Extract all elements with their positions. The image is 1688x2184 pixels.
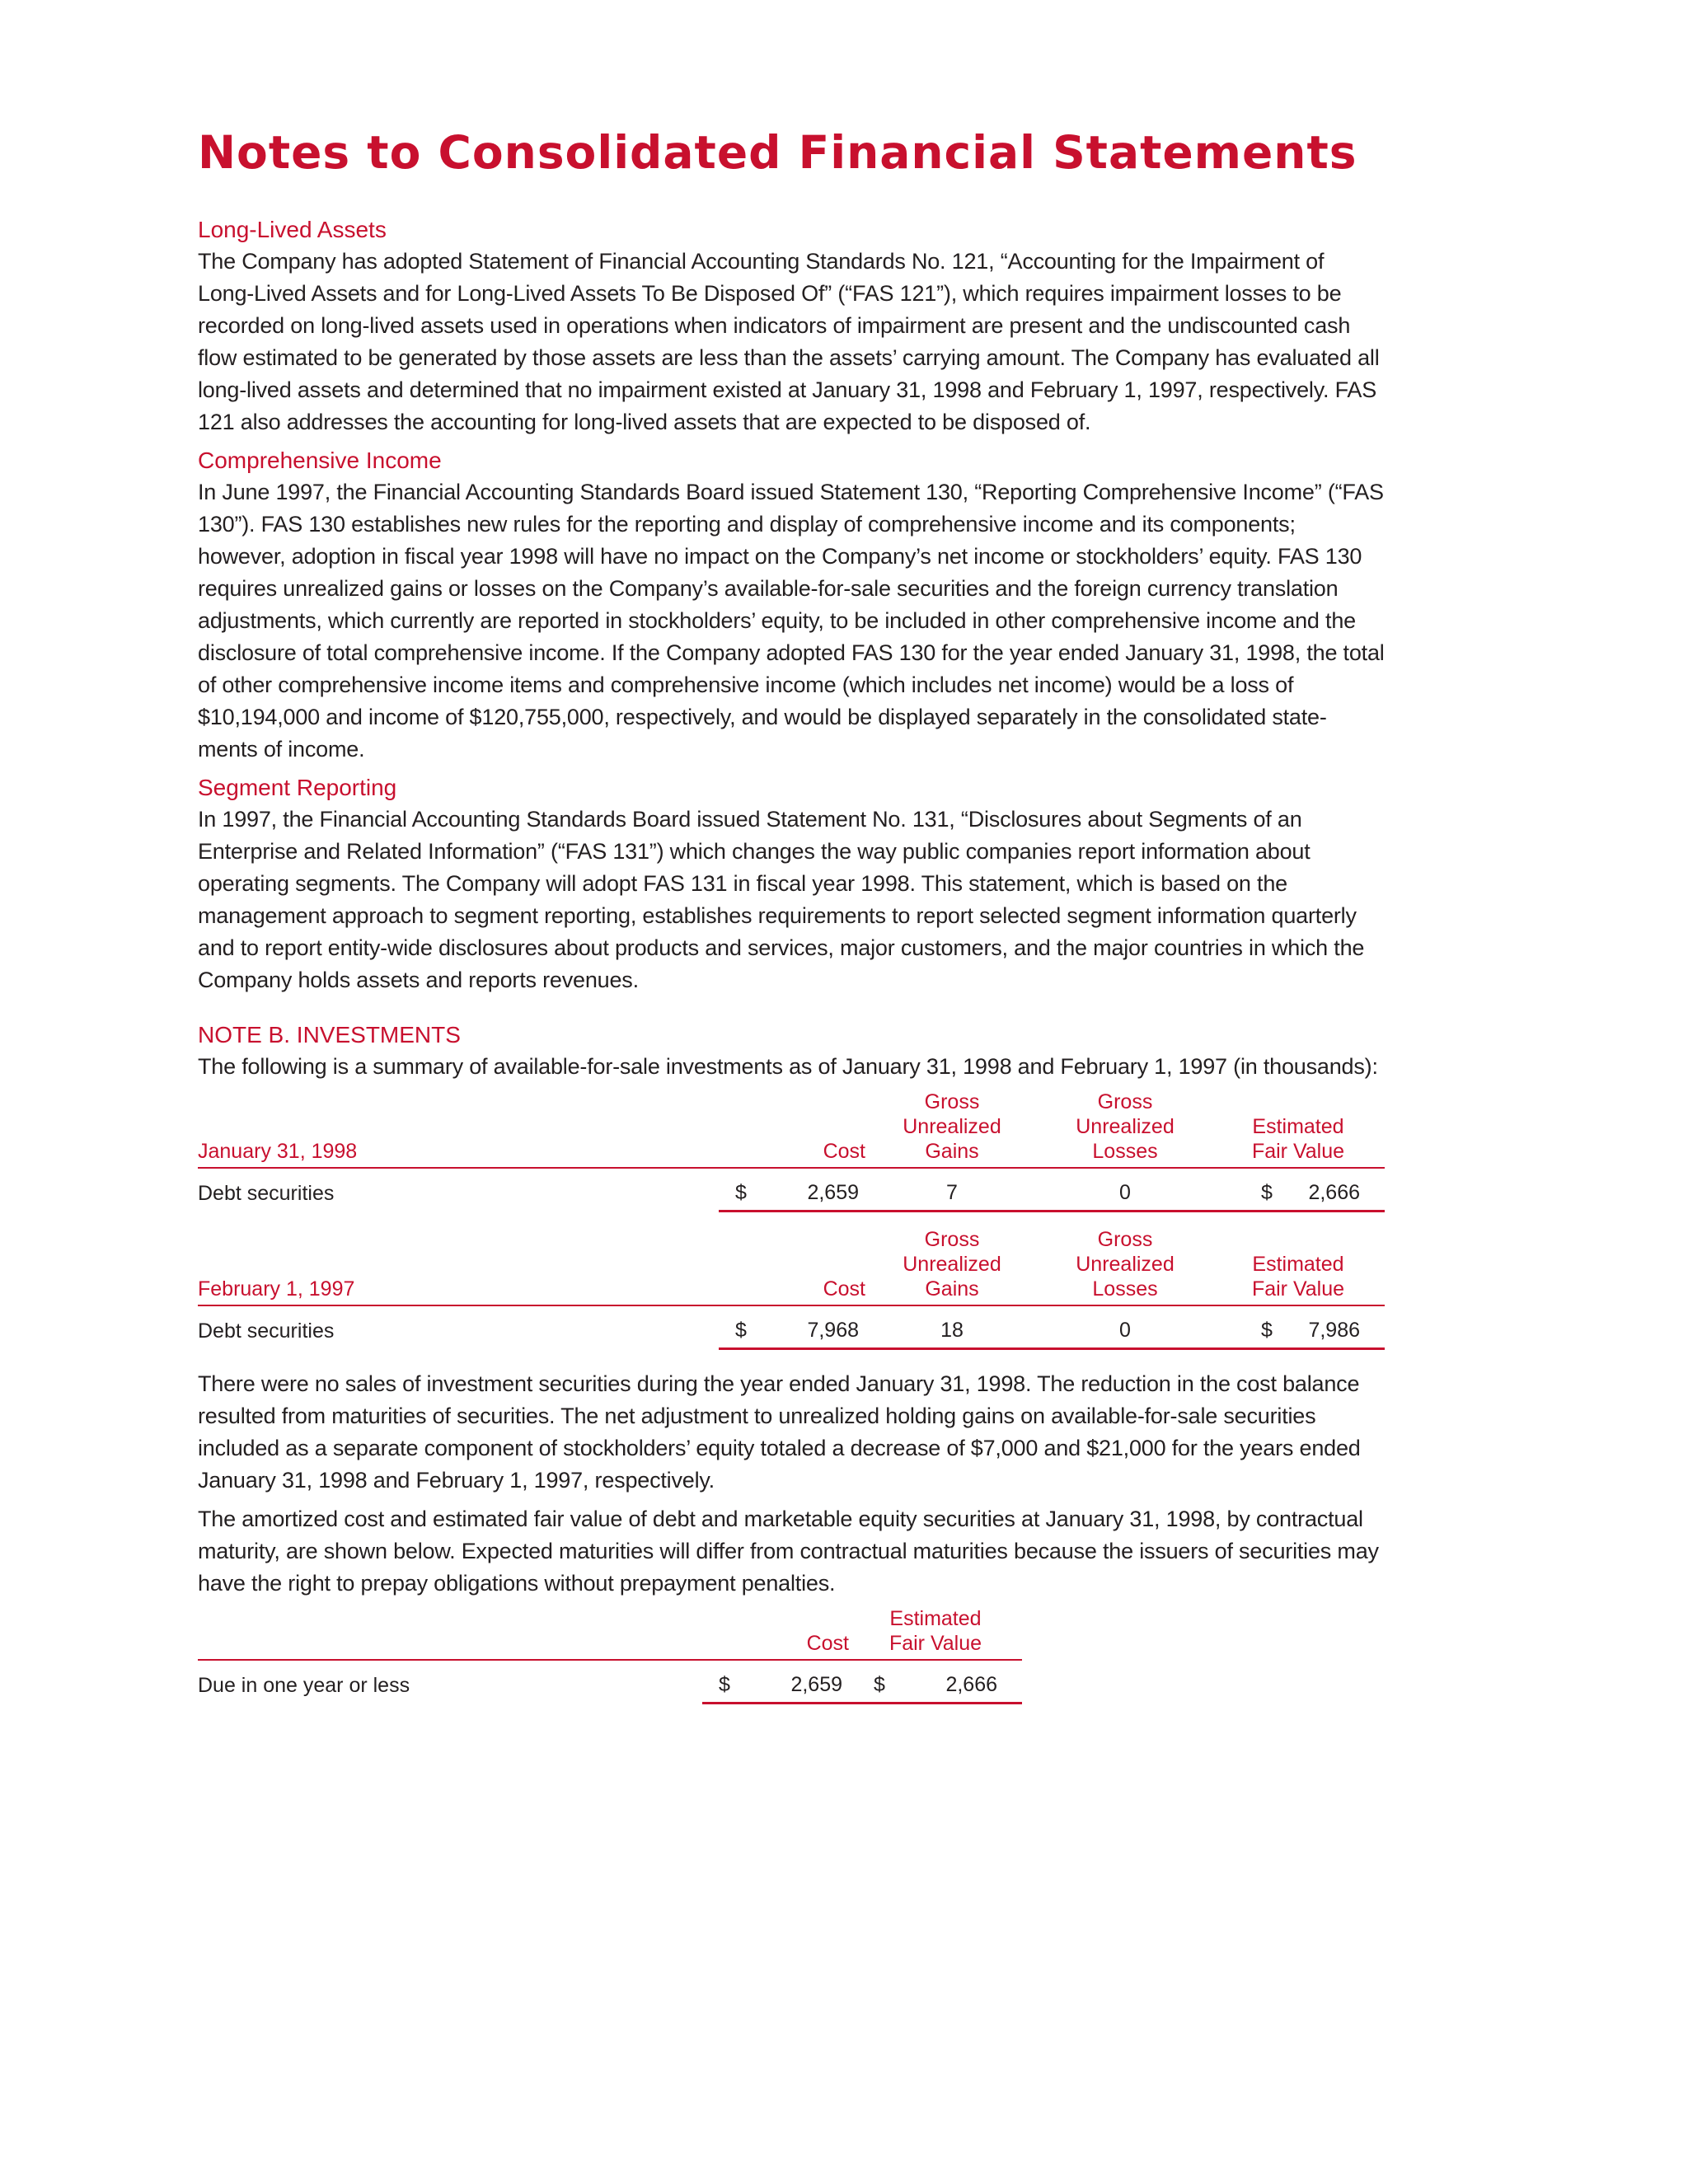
row-label-header: [198, 1606, 702, 1660]
losses-value: 0: [1039, 1168, 1212, 1212]
fair-value-cell: [1212, 1168, 1385, 1212]
section-heading: Long-Lived Assets: [198, 217, 387, 242]
section-segment-reporting: [198, 772, 1385, 996]
fair-value-cell: [849, 1660, 1022, 1704]
currency-symbol: $: [719, 1168, 768, 1212]
section-text: In June 1997, the Financial Accounting Standards Board issued Statement 130, “Reporting Comprehensive Income” (“FAS 130”). FAS 130 establishes new rules for the reporting and display of comprehensive income and its components; however, adoption in fiscal year 1998 will have no impact on the Company’s net income or stockholders’ equity. FAS 130 requires unrealized gains or losses on the Company’s available-for-sale securities and the foreign currency translation adjustments, which currently are reported in stockholders’ equity, to be included in other comprehensive income and the disclosure of total comprehensive income. If the Company adopted FAS 130 for the year ended January 31, 1998, the total of other comprehensive income items and comprehensive income (which includes net income) would be a loss of $10,194,000 and income of $120,755,000, respectively, and would be displayed separately in the consolidated state-ments of income.: [198, 480, 1385, 762]
note-b-paragraph-3: The amortized cost and estimated fair value of debt and marketable equity securities at January 31, 1998, by contractual maturity, are shown below. Expected maturities will differ from contractual maturities because the issuers of securities may have the right to prepay obligations without prepayment penalties.: [198, 1507, 1379, 1596]
note-b-paragraph-2: There were no sales of investment securities during the year ended January 31, 1998. The reduction in the cost balance resulted from maturities of securities. The net adjustment to unrealized holding gains on available-for-sale securities included as a separate component of stockholders’ equity totaled a decrease of $7,000 and $21,000 for the years ended January 31, 1998 and February 1, 1997, respectively.: [198, 1371, 1361, 1493]
section-text: The Company has adopted Statement of Financial Accounting Standards No. 121, “Accounting for the Impairment of Long-Lived Assets and for Long-Lived Assets To Be Disposed Of” (“FAS 121”), which requires impairment losses to be recorded on long-lived assets used in operations when indicators of impairment are present and the undiscounted cash flow estimated to be generated by those assets are less than the assets’ carrying amount. The Company has evaluated all long-lived assets and determined that no impairment existed at January 31, 1998 and February 1, 1997, respectively. FAS 121 also addresses the accounting for long-lived assets that are expected to be disposed of.: [198, 249, 1380, 434]
cost-value: 2,659: [752, 1660, 849, 1704]
table-header-row: [198, 1227, 1385, 1305]
fair-value: 2,666: [945, 1673, 997, 1696]
currency-symbol: $: [719, 1305, 768, 1349]
cost-value: 2,659: [768, 1168, 865, 1212]
row-label: Debt securities: [198, 1319, 335, 1343]
section-long-lived-assets: [198, 214, 1385, 438]
section-note-b: [198, 1019, 1385, 1704]
fair-value: 2,666: [1308, 1181, 1360, 1204]
section-text: In 1997, the Financial Accounting Standards Board issued Statement No. 131, “Disclosures about Segments of an Enterprise and Related Information” (“FAS 131”) which changes the way public companies report information about operating segments. The Company will adopt FAS 131 in fiscal year 1998. This statement, which is based on the management approach to segment reporting, establishes requirements to report selected segment information quarterly and to report entity-wide disclosures about products and services, major customers, and the major countries in which the Company holds assets and reports revenues.: [198, 807, 1365, 992]
col-losses: Gross Unrealized Losses: [1039, 1227, 1212, 1305]
col-gains: Gross Unrealized Gains: [865, 1227, 1039, 1305]
gains-value: 7: [865, 1168, 1039, 1212]
note-b-intro: The following is a summary of available-for-sale investments as of January 31, 1998 and February 1, 1997 (in thousands):: [198, 1054, 1378, 1079]
currency-symbol: $: [874, 1673, 885, 1696]
row-label: Debt securities: [198, 1181, 335, 1205]
section-heading: Segment Reporting: [198, 775, 397, 800]
col-fair-value: Estimated Fair Value: [849, 1606, 1022, 1660]
col-cost: Cost: [702, 1606, 849, 1660]
col-cost: Cost: [719, 1090, 865, 1168]
section-heading: Comprehensive Income: [198, 448, 442, 473]
page-title: Notes to Consolidated Financial Statements: [198, 126, 1357, 179]
table-row: [198, 1168, 1385, 1212]
col-cost: Cost: [719, 1227, 865, 1305]
currency-symbol: $: [1261, 1319, 1273, 1342]
table-row: [198, 1660, 1022, 1704]
document-page: [198, 124, 1385, 1708]
table-header-row: [198, 1606, 1022, 1660]
losses-value: 0: [1039, 1305, 1212, 1349]
col-fair-value: Estimated Fair Value: [1212, 1090, 1385, 1168]
col-gains: Gross Unrealized Gains: [865, 1090, 1039, 1168]
row-label: Due in one year or less: [198, 1673, 410, 1697]
maturity-table: [198, 1606, 1022, 1704]
col-fair-value: Estimated Fair Value: [1212, 1227, 1385, 1305]
note-b-heading: NOTE B. INVESTMENTS: [198, 1022, 461, 1047]
currency-symbol: $: [1261, 1181, 1273, 1204]
col-losses: Gross Unrealized Losses: [1039, 1090, 1212, 1168]
period-label: January 31, 1998: [198, 1090, 719, 1168]
fair-value-cell: [1212, 1305, 1385, 1349]
cost-value: 7,968: [768, 1305, 865, 1349]
gains-value: 18: [865, 1305, 1039, 1349]
currency-symbol: $: [702, 1660, 752, 1704]
fair-value: 7,986: [1308, 1319, 1360, 1342]
table-header-row: [198, 1090, 1385, 1168]
table-row: [198, 1305, 1385, 1349]
section-comprehensive-income: [198, 445, 1385, 766]
period-label: February 1, 1997: [198, 1227, 719, 1305]
investments-table: [198, 1090, 1385, 1350]
